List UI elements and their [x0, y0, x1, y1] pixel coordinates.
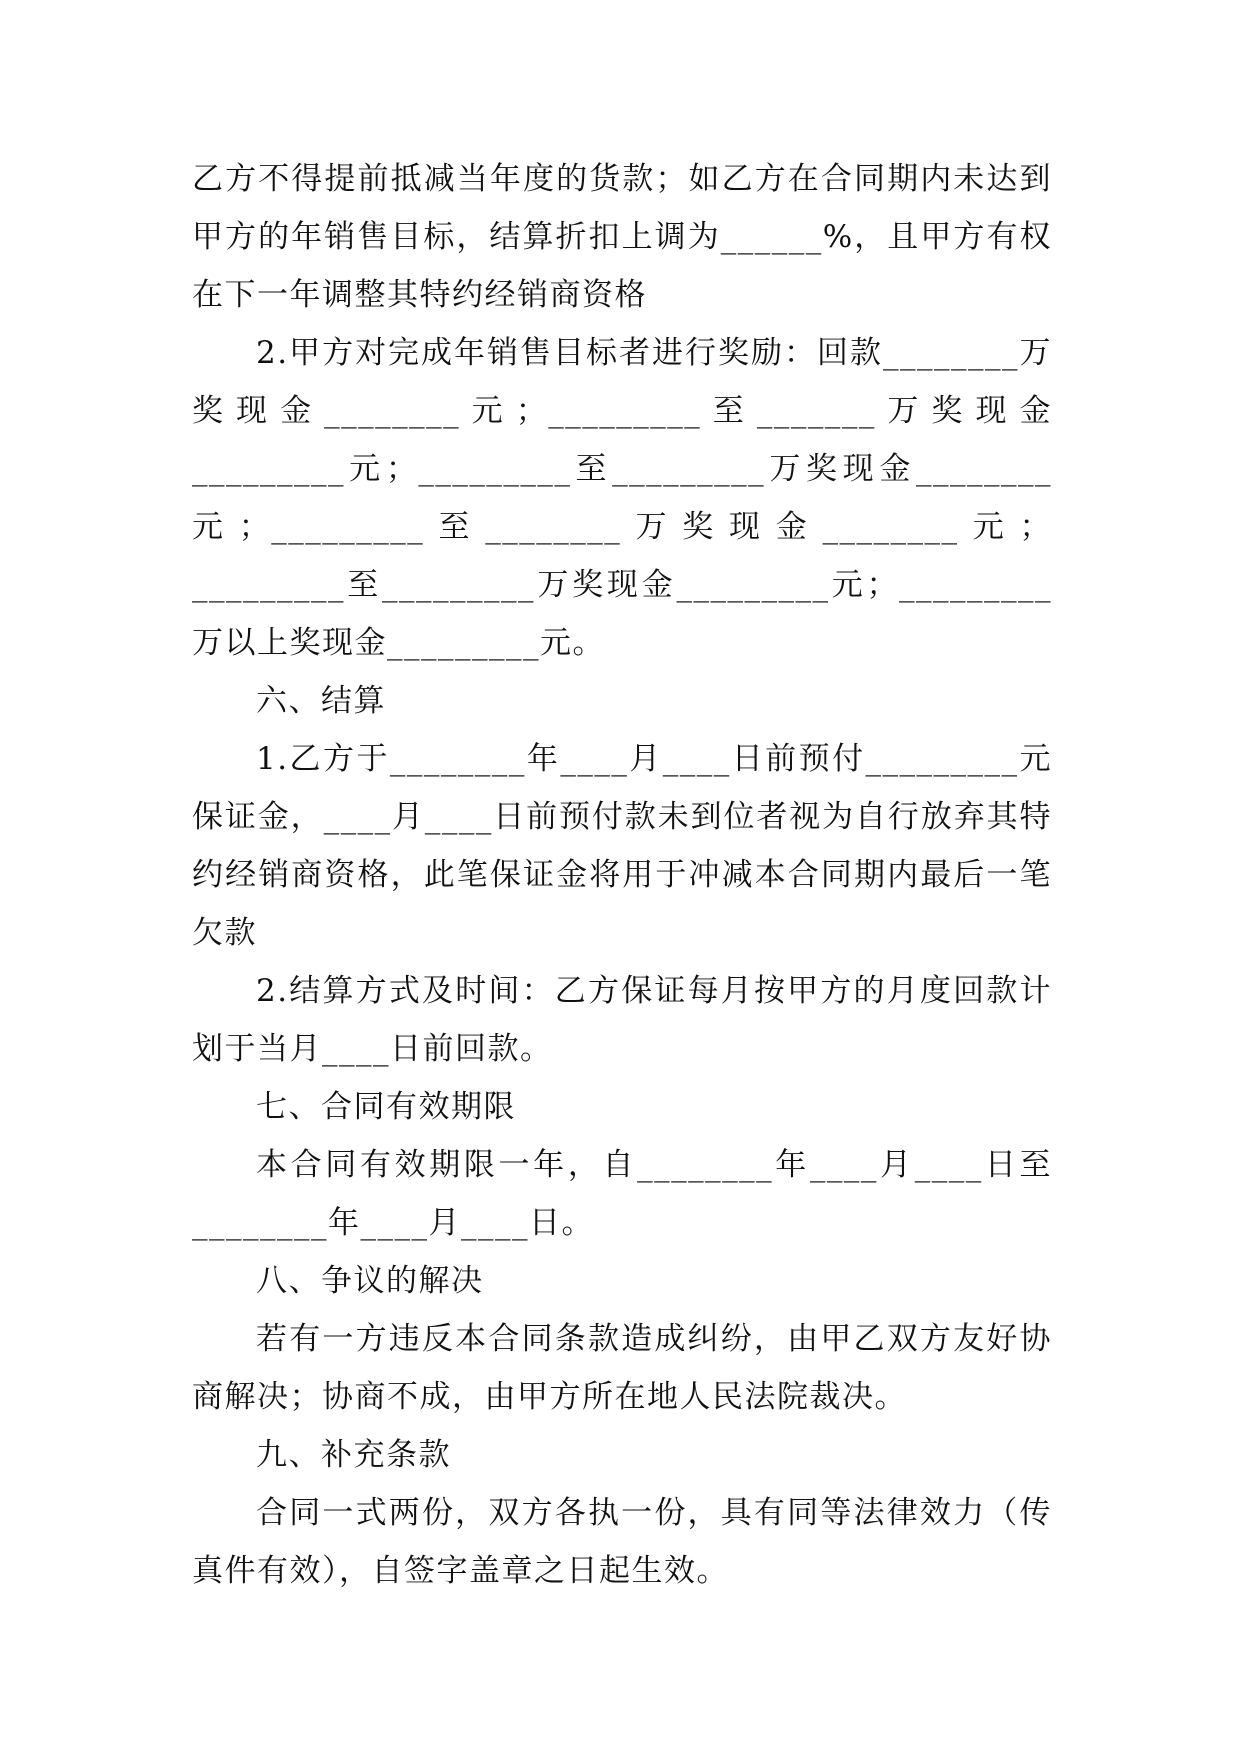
paragraph-dispute-resolution: 若有一方违反本合同条款造成纠纷，由甲乙双方友好协商解决；协商不成，由甲方所在地人民法院裁决。 [192, 1321, 1052, 1415]
paragraph-validity-period: 本合同有效期限一年，自________年____月____日至________年____月____日。 [192, 1147, 1052, 1241]
section-heading-validity: 七、合同有效期限 [256, 1089, 516, 1125]
paragraph-supplementary-terms: 合同一式两份，双方各执一份，具有同等法律效力（传真件有效），自签字盖章之日起生效。 [192, 1495, 1052, 1589]
section-heading-settlement: 六、结算 [256, 683, 386, 719]
paragraph-sales-reward: 2.甲方对完成年销售目标者进行奖励：回款________万奖现金________元；_________至_______万奖现金_________元；_________至_________万奖现金________元；_________至________万奖现金________元；_________至_________万奖现金_________元；_________万以上奖现金_________元。 [192, 335, 1052, 661]
section-heading-dispute: 八、争议的解决 [256, 1263, 484, 1299]
section-heading-supplementary: 九、补充条款 [256, 1437, 451, 1473]
paragraph-deposit: 1.乙方于________年____月____日前预付_________元保证金，____月____日前预付款未到位者视为自行放弃其特约经销商资格，此笔保证金将用于冲减本合同期内最后一笔欠款 [192, 741, 1052, 951]
document-page [192, 150, 1052, 1600]
paragraph-settlement-discount: 乙方不得提前抵减当年度的货款；如乙方在合同期内未达到甲方的年销售目标，结算折扣上调为______%，且甲方有权在下一年调整其特约经销商资格 [192, 161, 1052, 313]
paragraph-settlement-method: 2.结算方式及时间：乙方保证每月按甲方的月度回款计划于当月____日前回款。 [192, 973, 1052, 1067]
